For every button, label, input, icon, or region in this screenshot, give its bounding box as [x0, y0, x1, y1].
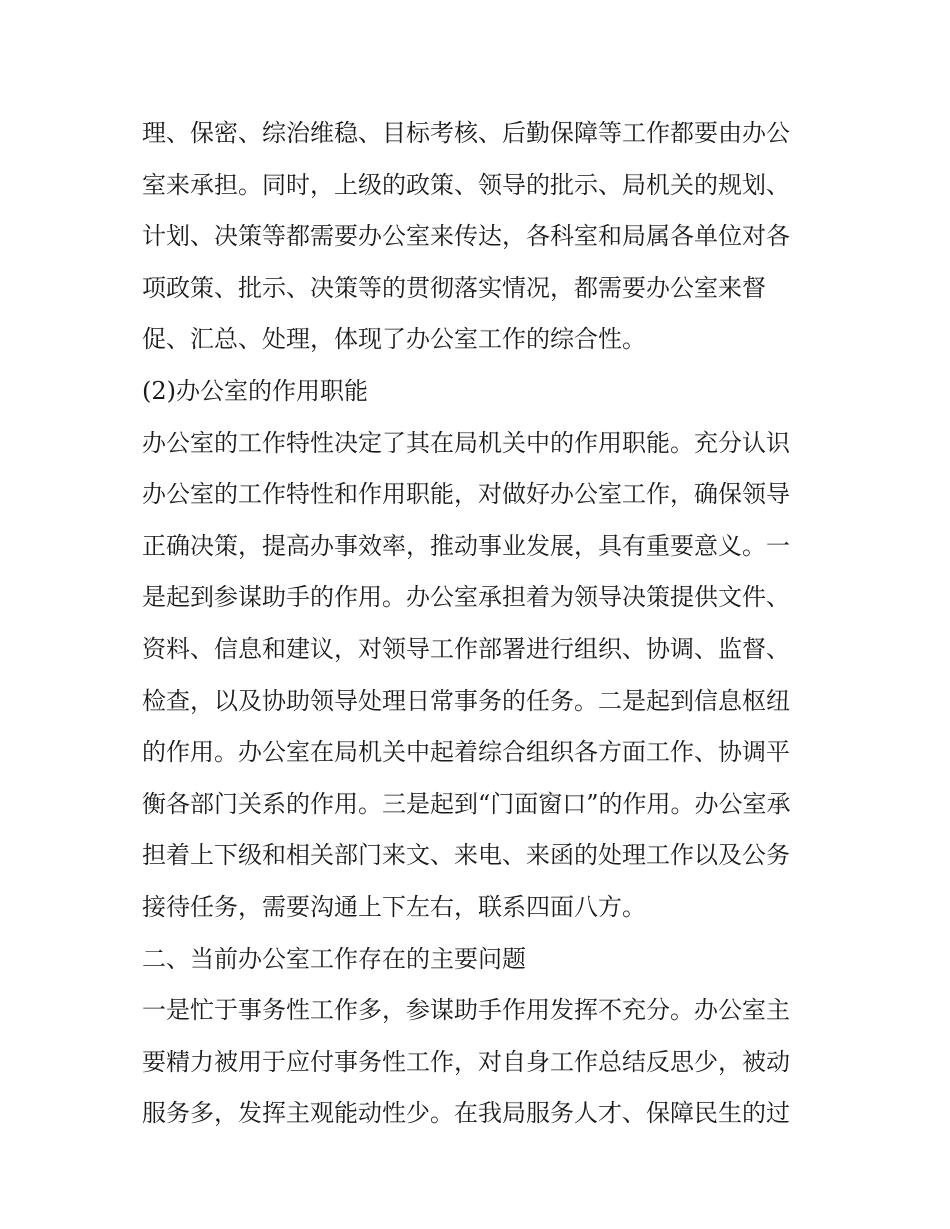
text-line: 计划、决策等都需要办公室来传达，各科室和局属各单位对各: [142, 222, 790, 251]
text-line: 办公室的工作特性和作用职能，对做好办公室工作，确保领导: [142, 480, 790, 509]
text-line: 衡各部门关系的作用。三是起到“门面窗口”的作用。办公室承: [142, 789, 791, 818]
text-line: 服务多，发挥主观能动性少。在我局服务人才、保障民生的过: [142, 1099, 790, 1128]
text-line: 理、保密、综治维稳、目标考核、后勤保障等工作都要由办公: [142, 119, 790, 147]
text-line: 要精力被用于应付事务性工作，对自身工作总结反思少，被动: [142, 1047, 790, 1076]
text-line: 的作用。办公室在局机关中起着综合组织各方面工作、协调平: [142, 738, 790, 767]
text-line: 项政策、批示、决策等的贯彻落实情况，都需要办公室来督: [142, 273, 766, 302]
section-heading: (2)办公室的作用职能: [142, 376, 368, 405]
text-line: 资料、信息和建议，对领导工作部署进行组织、协调、监督、: [142, 634, 790, 663]
text-line: 促、汇总、处理，体现了办公室工作的综合性。: [142, 325, 646, 354]
text-line: 检查，以及协助领导处理日常事务的任务。二是起到信息枢纽: [142, 686, 790, 715]
body-text: [142, 108, 822, 1140]
text-line: 一是忙于事务性工作多，参谋助手作用发挥不充分。办公室主: [142, 996, 790, 1025]
text-line: 室来承担。同时，上级的政策、领导的批示、局机关的规划、: [142, 170, 790, 199]
text-line: 是起到参谋助手的作用。办公室承担着为领导决策提供文件、: [142, 583, 790, 612]
text-line: 办公室的工作特性决定了其在局机关中的作用职能。充分认识: [142, 428, 790, 457]
section-heading: 二、当前办公室工作存在的主要问题: [142, 944, 526, 973]
text-line: 担着上下级和相关部门来文、来电、来函的处理工作以及公务: [142, 841, 790, 870]
text-line: 正确决策，提高办事效率，推动事业发展，具有重要意义。一: [142, 531, 790, 560]
text-line: 接待任务，需要沟通上下左右，联系四面八方。: [142, 892, 646, 921]
